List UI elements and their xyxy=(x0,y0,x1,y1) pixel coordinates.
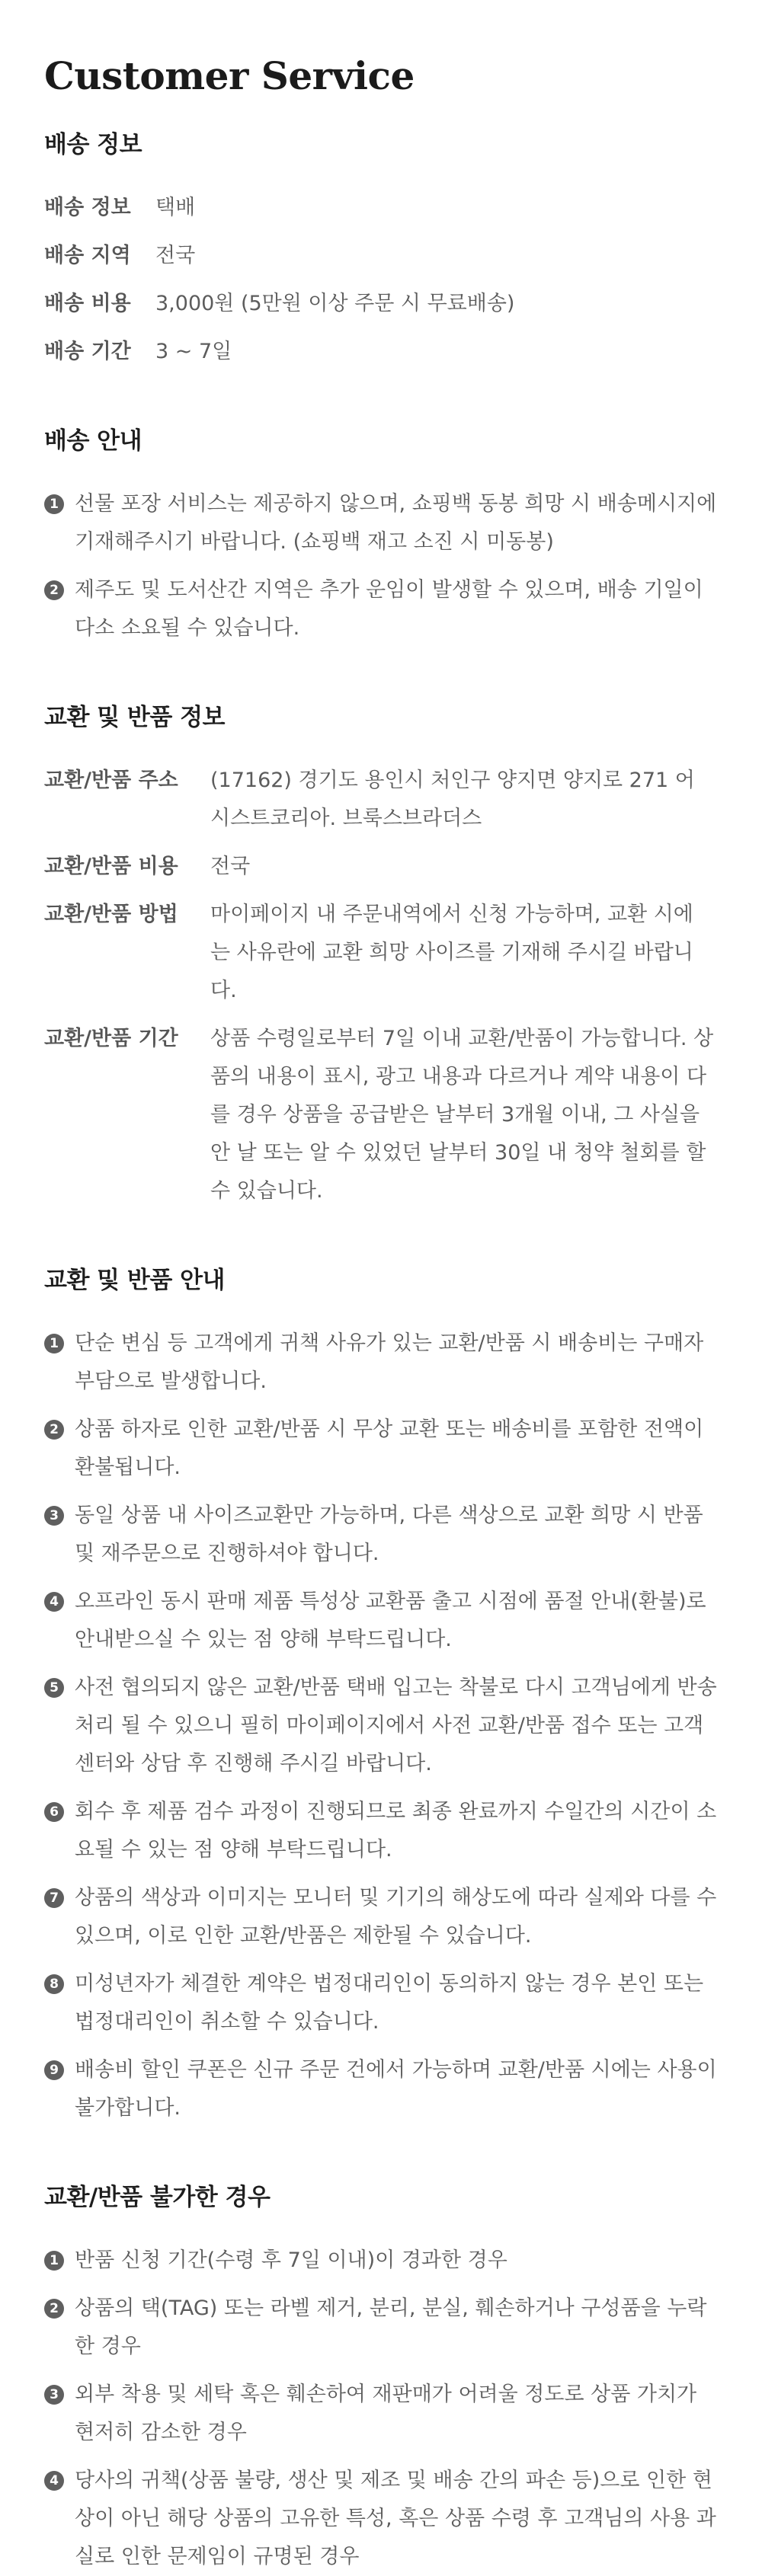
number-badge: 5 xyxy=(44,1678,64,1698)
list-item-text: 배송비 할인 쿠폰은 신규 주문 건에서 가능하며 교환/반품 시에는 사용이 불가합니다. xyxy=(75,2058,717,2120)
info-key: 교환/반품 기간 xyxy=(44,1027,178,1050)
info-value: 전국 xyxy=(210,855,251,878)
list-item xyxy=(44,1411,718,1487)
list-item-text: 상품의 택(TAG) 또는 라벨 제거, 분리, 분실, 훼손하거나 구성품을 누락한 경우 xyxy=(75,2296,707,2358)
list-item-text: 상품 하자로 인한 교환/반품 시 무상 교환 또는 배송비를 포함한 전액이 환불됩니다. xyxy=(75,1417,704,1479)
not-allowed-section xyxy=(44,2182,718,2576)
list-item xyxy=(44,2376,718,2452)
list-item xyxy=(44,2242,718,2280)
info-value: 전국 xyxy=(155,244,196,267)
shipping-guide-title: 배송 안내 xyxy=(44,427,142,455)
number-badge: 1 xyxy=(44,1334,64,1354)
list-item xyxy=(44,1879,718,1955)
info-key: 교환/반품 주소 xyxy=(44,769,178,792)
number-badge: 2 xyxy=(44,2299,64,2319)
number-badge: 4 xyxy=(44,1592,64,1612)
list-item-text: 제주도 및 도서산간 지역은 추가 운임이 발생할 수 있으며, 배송 기일이 다소 소요될 수 있습니다. xyxy=(75,578,703,640)
number-badge: 7 xyxy=(44,1888,64,1908)
shipping-info-row xyxy=(44,285,718,323)
number-badge: 3 xyxy=(44,2385,64,2405)
exchange-info-row xyxy=(44,762,718,838)
number-badge: 1 xyxy=(44,494,64,514)
list-item xyxy=(44,2290,718,2366)
list-item xyxy=(44,2462,718,2576)
list-item xyxy=(44,1325,718,1401)
info-value: (17162) 경기도 용인시 처인구 양지면 양지로 271 어시스트코리아. 브룩스브라더스 xyxy=(210,769,695,830)
shipping-info-title: 배송 정보 xyxy=(44,131,142,158)
list-item-text: 회수 후 제품 검수 과정이 진행되므로 최종 완료까지 수일간의 시간이 소요될 수 있는 점 양해 부탁드립니다. xyxy=(75,1800,717,1862)
shipping-info-section xyxy=(44,129,718,371)
shipping-info-table xyxy=(44,189,718,371)
exchange-info-table xyxy=(44,762,718,1210)
shipping-info-row xyxy=(44,237,718,275)
exchange-guide-section xyxy=(44,1265,718,2127)
number-badge: 2 xyxy=(44,580,64,600)
list-item-text: 사전 협의되지 않은 교환/반품 택배 입고는 착불로 다시 고객님에게 반송처리 될 수 있으니 필히 마이페이지에서 사전 교환/반품 접수 또는 고객센터와 상담 후 진행해 주시길 바랍니다. xyxy=(75,1676,717,1775)
info-value: 상품 수령일로부터 7일 이내 교환/반품이 가능합니다. 상품의 내용이 표시, 광고 내용과 다르거나 계약 내용이 다를 경우 상품을 공급받은 날부터 3개월 이내, 그 사실을 안 날 또는 알 수 있었던 날부터 30일 내 청약 철회를 할 수 있습니다. xyxy=(210,1027,714,1203)
list-item xyxy=(44,1793,718,1869)
list-item-text: 선물 포장 서비스는 제공하지 않으며, 쇼핑백 동봉 희망 시 배송메시지에 기재해주시기 바랍니다. (쇼핑백 재고 소진 시 미동봉) xyxy=(75,492,717,554)
exchange-guide-title: 교환 및 반품 안내 xyxy=(44,1267,225,1294)
list-item xyxy=(44,2051,718,2127)
exchange-info-section xyxy=(44,702,718,1210)
number-badge: 4 xyxy=(44,2471,64,2491)
shipping-guide-section xyxy=(44,426,718,647)
info-key: 교환/반품 방법 xyxy=(44,903,178,926)
info-value: 3 ~ 7일 xyxy=(155,340,232,363)
list-item-text: 당사의 귀책(상품 불량, 생산 및 제조 및 배송 간의 파손 등)으로 인한 현상이 아닌 해당 상품의 고유한 특성, 혹은 상품 수령 후 고객님의 사용 과실로 인한 문제임이 규명된 경우 xyxy=(75,2469,716,2568)
shipping-info-row xyxy=(44,189,718,227)
list-item-text: 반품 신청 기간(수령 후 7일 이내)이 경과한 경우 xyxy=(75,2248,507,2272)
list-item xyxy=(44,1497,718,1573)
not-allowed-title: 교환/반품 불가한 경우 xyxy=(44,2184,271,2211)
list-item-text: 단순 변심 등 고객에게 귀책 사유가 있는 교환/반품 시 배송비는 구매자 부담으로 발생합니다. xyxy=(75,1331,704,1393)
shipping-info-row xyxy=(44,333,718,371)
list-item xyxy=(44,1669,718,1783)
info-value: 마이페이지 내 주문내역에서 신청 가능하며, 교환 시에는 사유란에 교환 희망 사이즈를 기재해 주시길 바랍니다. xyxy=(210,903,693,1002)
list-item-text: 동일 상품 내 사이즈교환만 가능하며, 다른 색상으로 교환 희망 시 반품 및 재주문으로 진행하셔야 합니다. xyxy=(75,1504,703,1565)
info-key: 배송 비용 xyxy=(44,292,131,315)
number-badge: 2 xyxy=(44,1420,64,1440)
not-allowed-list xyxy=(44,2242,718,2576)
list-item-text: 오프라인 동시 판매 제품 특성상 교환품 출고 시점에 품절 안내(환불)로 안내받으실 수 있는 점 양해 부탁드립니다. xyxy=(75,1590,706,1651)
info-key: 배송 정보 xyxy=(44,196,131,219)
list-item xyxy=(44,1965,718,2041)
exchange-info-row xyxy=(44,848,718,886)
list-item-text: 상품의 색상과 이미지는 모니터 및 기기의 해상도에 따라 실제와 다를 수 있으며, 이로 인한 교환/반품은 제한될 수 있습니다. xyxy=(75,1886,717,1948)
number-badge: 1 xyxy=(44,2251,64,2271)
list-item xyxy=(44,1583,718,1659)
exchange-info-title: 교환 및 반품 정보 xyxy=(44,704,225,731)
page-title: Customer Service xyxy=(44,53,415,98)
number-badge: 9 xyxy=(44,2060,64,2080)
exchange-info-row xyxy=(44,896,718,1010)
shipping-guide-list xyxy=(44,485,718,647)
info-value: 3,000원 (5만원 이상 주문 시 무료배송) xyxy=(155,292,515,315)
info-key: 배송 지역 xyxy=(44,244,131,267)
list-item-text: 외부 착용 및 세탁 혹은 훼손하여 재판매가 어려울 정도로 상품 가치가 현저히 감소한 경우 xyxy=(75,2383,697,2444)
list-item-text: 미성년자가 체결한 계약은 법정대리인이 동의하지 않는 경우 본인 또는 법정대리인이 취소할 수 있습니다. xyxy=(75,1972,704,2034)
number-badge: 8 xyxy=(44,1974,64,1994)
exchange-guide-list xyxy=(44,1325,718,2127)
info-value: 택배 xyxy=(155,196,196,219)
number-badge: 3 xyxy=(44,1506,64,1526)
info-key: 배송 기간 xyxy=(44,340,131,363)
exchange-info-row xyxy=(44,1020,718,1210)
list-item xyxy=(44,485,718,561)
number-badge: 6 xyxy=(44,1802,64,1822)
list-item xyxy=(44,571,718,647)
info-key: 교환/반품 비용 xyxy=(44,855,178,878)
